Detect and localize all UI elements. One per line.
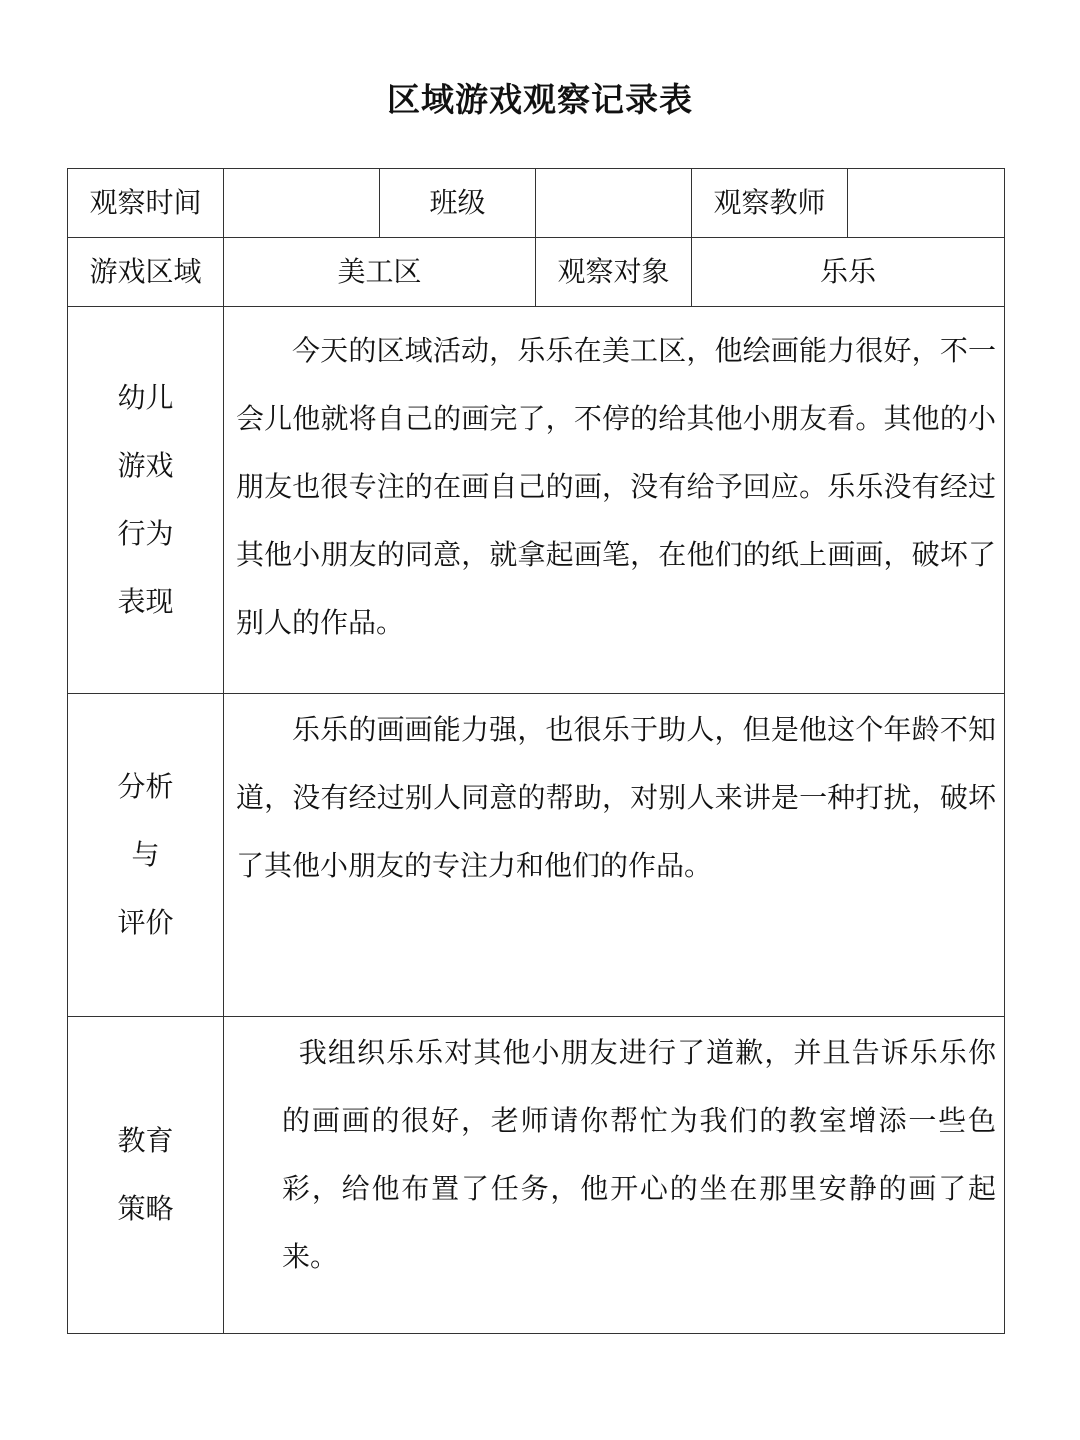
behavior-label-line: 行为 bbox=[117, 517, 174, 550]
game-area-label: 游戏区域 bbox=[68, 238, 224, 307]
class-label: 班级 bbox=[380, 169, 536, 238]
game-area-value: 美工区 bbox=[224, 238, 536, 307]
analysis-text: 乐乐的画画能力强，也很乐于助人，但是他这个年龄不知道，没有经过别人同意的帮助，对别人来讲是一种打扰，破坏了其他小朋友的专注力和他们的作品。 bbox=[236, 713, 996, 882]
behavior-row bbox=[68, 307, 1005, 694]
strategy-row bbox=[68, 1017, 1005, 1334]
observing-teacher-value bbox=[848, 169, 1005, 238]
header-row-2 bbox=[68, 238, 1005, 307]
analysis-label bbox=[68, 694, 224, 1017]
behavior-label-line: 幼儿 bbox=[117, 381, 174, 414]
document-title: 区域游戏观察记录表 bbox=[387, 80, 693, 119]
behavior-label-line: 表现 bbox=[117, 585, 174, 618]
behavior-label bbox=[68, 307, 224, 694]
analysis-row bbox=[68, 694, 1005, 1017]
analysis-label-line: 与 bbox=[131, 838, 160, 871]
observation-subject-label: 观察对象 bbox=[536, 238, 692, 307]
behavior-text: 今天的区域活动，乐乐在美工区，他绘画能力很好，不一会儿他就将自己的画完了，不停的给其他小朋友看。其他的小朋友也很专注的在画自己的画，没有给予回应。乐乐没有经过其他小朋友的同意，就拿起画笔，在他们的纸上画画，破坏了别人的作品。 bbox=[236, 334, 996, 639]
strategy-label bbox=[68, 1017, 224, 1334]
strategy-label-line: 教育 bbox=[117, 1124, 174, 1157]
behavior-content bbox=[224, 307, 1005, 694]
analysis-label-line: 评价 bbox=[117, 906, 174, 939]
header-row-1 bbox=[68, 169, 1005, 238]
class-value bbox=[536, 169, 692, 238]
strategy-label-line: 策略 bbox=[117, 1192, 174, 1225]
observation-subject-value: 乐乐 bbox=[692, 238, 1005, 307]
observation-record-table bbox=[67, 168, 1005, 1334]
analysis-content bbox=[224, 694, 1005, 1017]
strategy-text: 我组织乐乐对其他小朋友进行了道歉，并且告诉乐乐你的画画的很好，老师请你帮忙为我们的教室增添一些色彩，给他布置了任务，他开心的坐在那里安静的画了起来。 bbox=[282, 1036, 996, 1273]
behavior-label-line: 游戏 bbox=[117, 449, 174, 482]
analysis-label-line: 分析 bbox=[117, 770, 174, 803]
strategy-content bbox=[224, 1017, 1005, 1334]
observation-time-value bbox=[224, 169, 380, 238]
observation-time-label: 观察时间 bbox=[68, 169, 224, 238]
observing-teacher-label: 观察教师 bbox=[692, 169, 848, 238]
